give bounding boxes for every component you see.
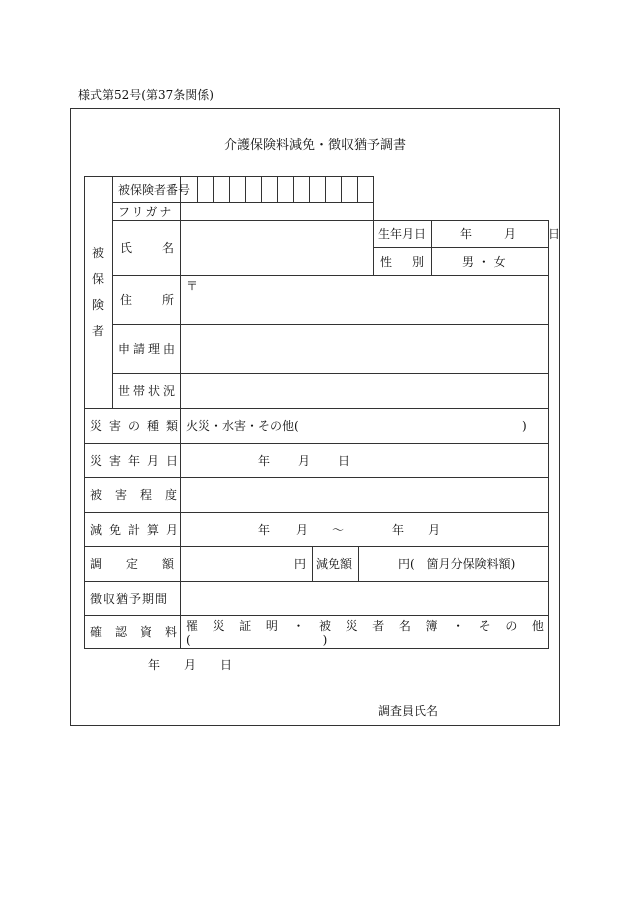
insured-group-label: 被 保 険 者 [91, 246, 104, 338]
disaster-type-value: 火災・水害・その他( [186, 419, 299, 433]
sex-value: 男 ・ 女 [462, 254, 506, 269]
reduction-period-parts: 年 月 〜 年 月 [258, 522, 441, 537]
confirmation-docs-label: 確認資料 [90, 625, 191, 639]
form-number-label: 様式第52号(第37条関係) [78, 88, 214, 102]
footer-date-parts: 年 月 日 [148, 657, 233, 672]
confirmation-docs-items: 罹 災 証 明 ・ 被 災 者 名 簿 ・ そ の 他 [186, 618, 544, 633]
birth-date-label: 生年月日 [378, 227, 427, 241]
assessed-amount-label: 調 定 額 [90, 557, 174, 571]
investigator-name-label: 調査員氏名 [378, 703, 439, 718]
disaster-date-parts: 年 月 日 [258, 453, 351, 468]
reduced-amount-value: 円( 箇月分保険料額) [398, 557, 516, 571]
confirmation-docs-paren: ( ) [186, 632, 328, 647]
damage-degree-label: 被害程度 [90, 488, 191, 502]
household-status-label: 世帯状況 [118, 384, 179, 398]
assessed-yen: 円 [294, 557, 307, 571]
insured-number-label: 被保険者番号 [118, 182, 191, 197]
reduced-amount-label: 減免額 [316, 557, 353, 571]
postal-mark: 〒 [186, 278, 199, 293]
birth-date-parts: 年 月 日 [460, 227, 561, 241]
disaster-date-label: 災害年月日 [90, 453, 186, 468]
document-title: 介護保険料減免・徴収猶予調書 [223, 138, 406, 153]
application-reason-label: 申請理由 [118, 342, 179, 356]
address-label: 住 所 [120, 293, 174, 307]
disaster-type-close: ) [522, 418, 527, 433]
deferral-period-label: 徴収猶予期間 [90, 591, 169, 606]
reduction-period-label: 減免計算月 [90, 522, 186, 537]
furigana-label: フリガナ [118, 204, 174, 219]
sex-label: 性 別 [380, 254, 424, 269]
name-label: 氏 名 [120, 241, 174, 255]
disaster-type-label: 災害の種類 [90, 419, 186, 433]
